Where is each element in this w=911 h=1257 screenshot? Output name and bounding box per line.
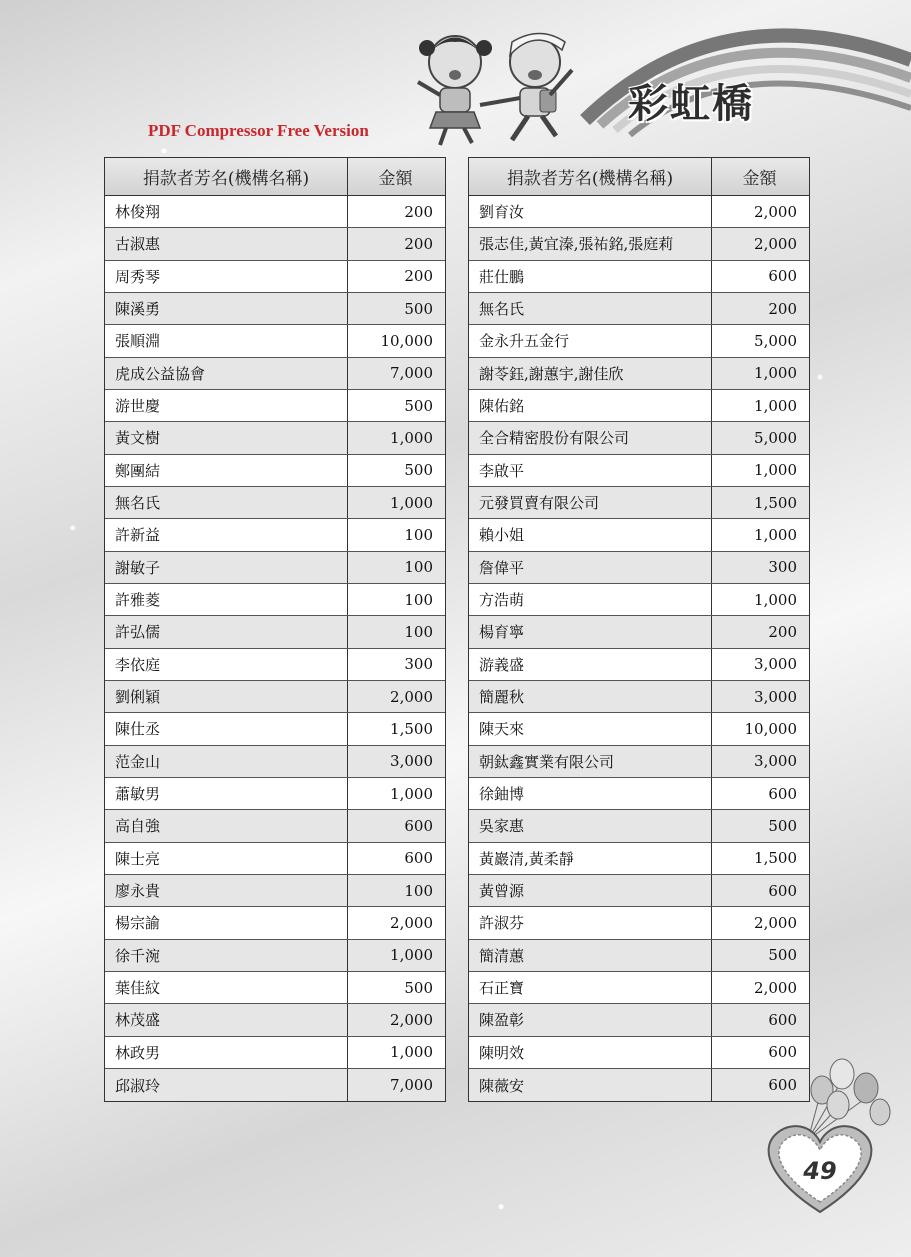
- donation-amount: 3,000: [754, 655, 797, 674]
- donation-amount: 7,000: [390, 1076, 433, 1095]
- donation-amount: 2,000: [390, 913, 433, 932]
- table-row: [469, 196, 809, 228]
- donation-amount: 600: [768, 881, 797, 900]
- table-row: [469, 422, 809, 454]
- donation-amount: 200: [768, 299, 797, 318]
- donor-name: 陳明效: [469, 1037, 712, 1068]
- donor-name: 黃曾源: [469, 875, 712, 906]
- donation-amount: 500: [404, 299, 433, 318]
- donor-name: 許雅菱: [105, 584, 348, 615]
- donation-amount: 2,000: [390, 687, 433, 706]
- table-row: [105, 422, 445, 454]
- donor-name: 謝苓鈺,謝蕙宇,謝佳欣: [469, 358, 712, 389]
- donation-amount: 1,000: [754, 590, 797, 609]
- donor-name: 楊育寧: [469, 616, 712, 647]
- donor-name: 高自強: [105, 810, 348, 841]
- table-row: [469, 487, 809, 519]
- donation-amount: 1,000: [390, 428, 433, 447]
- table-row: [105, 843, 445, 875]
- table-header-row: [469, 158, 809, 196]
- donation-amount: 200: [768, 622, 797, 641]
- donation-amount: 600: [768, 1076, 797, 1095]
- donor-name: 鄭團結: [105, 455, 348, 486]
- donor-name: 虎成公益協會: [105, 358, 348, 389]
- header-donor-name: 捐款者芳名(機構名稱): [469, 158, 712, 195]
- donation-amount: 500: [404, 396, 433, 415]
- donation-amount: 2,000: [754, 913, 797, 932]
- donation-amount: 200: [404, 202, 433, 221]
- donation-amount: 2,000: [390, 1010, 433, 1029]
- table-row: [105, 1069, 445, 1101]
- donor-name: 簡麗秋: [469, 681, 712, 712]
- donation-amount: 10,000: [380, 331, 433, 350]
- donor-name: 劉俐穎: [105, 681, 348, 712]
- donor-name: 范金山: [105, 746, 348, 777]
- table-row: [105, 455, 445, 487]
- table-row: [469, 875, 809, 907]
- table-row: [105, 584, 445, 616]
- table-header-row: [105, 158, 445, 196]
- table-row: [469, 810, 809, 842]
- table-row: [105, 713, 445, 745]
- page-number: 49: [803, 1157, 837, 1185]
- donor-name: 周秀琴: [105, 261, 348, 292]
- table-row: [105, 196, 445, 228]
- table-row: [105, 325, 445, 357]
- donor-name: 莊仕鵬: [469, 261, 712, 292]
- donor-name: 石正寶: [469, 972, 712, 1003]
- donor-name: 全合精密股份有限公司: [469, 422, 712, 453]
- donor-name: 詹偉平: [469, 552, 712, 583]
- donation-amount: 200: [404, 267, 433, 286]
- donation-amount: 3,000: [390, 752, 433, 771]
- children-running-icon: [418, 34, 572, 146]
- donation-amount: 200: [404, 234, 433, 253]
- donation-amount: 1,000: [754, 396, 797, 415]
- donation-amount: 1,000: [390, 1043, 433, 1062]
- table-row: [105, 778, 445, 810]
- donation-amount: 2,000: [754, 234, 797, 253]
- donation-amount: 1,000: [754, 525, 797, 544]
- donor-name: 林茂盛: [105, 1004, 348, 1035]
- table-body: [469, 196, 809, 1101]
- table-row: [105, 358, 445, 390]
- donor-name: 陳天來: [469, 713, 712, 744]
- donation-amount: 500: [768, 946, 797, 965]
- watermark-text: PDF Compressor Free Version: [148, 121, 369, 140]
- table-row: [105, 293, 445, 325]
- table-row: [469, 649, 809, 681]
- donor-name: 徐鈾博: [469, 778, 712, 809]
- donor-name: 朝鈦鑫實業有限公司: [469, 746, 712, 777]
- table-row: [469, 940, 809, 972]
- donation-amount: 100: [404, 881, 433, 900]
- table-row: [469, 681, 809, 713]
- table-row: [105, 940, 445, 972]
- donation-amount: 3,000: [754, 752, 797, 771]
- donation-amount: 100: [404, 525, 433, 544]
- donation-amount: 100: [404, 558, 433, 577]
- donation-amount: 1,000: [390, 784, 433, 803]
- donor-name: 無名氏: [469, 293, 712, 324]
- donation-amount: 2,000: [754, 978, 797, 997]
- donor-name: 許弘儒: [105, 616, 348, 647]
- table-row: [105, 746, 445, 778]
- donation-amount: 1,000: [390, 493, 433, 512]
- header-amount: 金額: [378, 169, 413, 189]
- donation-amount: 600: [404, 849, 433, 868]
- donation-amount: 600: [768, 1043, 797, 1062]
- table-row: [469, 390, 809, 422]
- donor-name: 徐千涴: [105, 940, 348, 971]
- donation-amount: 500: [404, 978, 433, 997]
- table-row: [105, 261, 445, 293]
- table-row: [469, 584, 809, 616]
- table-row: [469, 1004, 809, 1036]
- donation-amount: 1,500: [754, 849, 797, 868]
- table-row: [469, 519, 809, 551]
- donation-amount: 600: [768, 1010, 797, 1029]
- table-row: [105, 972, 445, 1004]
- donation-amount: 100: [404, 590, 433, 609]
- table-row: [469, 1069, 809, 1101]
- donor-name: 陳佑銘: [469, 390, 712, 421]
- donor-name: 張順淵: [105, 325, 348, 356]
- header-donor-name: 捐款者芳名(機構名稱): [105, 158, 348, 195]
- table-row: [105, 519, 445, 551]
- donation-amount: 300: [768, 558, 797, 577]
- donor-name: 古淑惠: [105, 228, 348, 259]
- donation-amount: 1,000: [390, 946, 433, 965]
- donor-name: 陳盈彰: [469, 1004, 712, 1035]
- donor-name: 林政男: [105, 1037, 348, 1068]
- table-row: [469, 293, 809, 325]
- section-title: 彩虹橋: [628, 80, 754, 127]
- table-row: [469, 843, 809, 875]
- donor-name: 游世慶: [105, 390, 348, 421]
- donor-name: 黃文樹: [105, 422, 348, 453]
- table-row: [105, 1004, 445, 1036]
- donor-name: 黃巖清,黃柔靜: [469, 843, 712, 874]
- table-row: [469, 972, 809, 1004]
- donor-name: 謝敏子: [105, 552, 348, 583]
- donation-amount: 600: [768, 267, 797, 286]
- donor-name: 許淑芬: [469, 907, 712, 938]
- donation-amount: 600: [404, 816, 433, 835]
- table-row: [469, 778, 809, 810]
- donor-name: 吳家惠: [469, 810, 712, 841]
- donation-amount: 1,500: [390, 719, 433, 738]
- donation-amount: 10,000: [744, 719, 797, 738]
- donor-name: 李依庭: [105, 649, 348, 680]
- donor-table-right: [468, 157, 810, 1102]
- table-row: [105, 681, 445, 713]
- donor-name: 劉育汝: [469, 196, 712, 227]
- donor-name: 廖永貴: [105, 875, 348, 906]
- donation-amount: 2,000: [754, 202, 797, 221]
- donor-name: 陳溪勇: [105, 293, 348, 324]
- table-row: [469, 228, 809, 260]
- donor-name: 林俊翔: [105, 196, 348, 227]
- donation-amount: 3,000: [754, 687, 797, 706]
- table-row: [469, 261, 809, 293]
- donation-amount: 600: [768, 784, 797, 803]
- table-row: [469, 358, 809, 390]
- donor-name: 元發買賣有限公司: [469, 487, 712, 518]
- donor-name: 陳士亮: [105, 843, 348, 874]
- table-row: [469, 455, 809, 487]
- table-row: [105, 616, 445, 648]
- table-row: [469, 713, 809, 745]
- donation-amount: 5,000: [754, 331, 797, 350]
- donor-name: 李啟平: [469, 455, 712, 486]
- donor-name: 賴小姐: [469, 519, 712, 550]
- donation-amount: 500: [404, 461, 433, 480]
- donor-name: 葉佳紋: [105, 972, 348, 1003]
- table-row: [105, 875, 445, 907]
- donor-name: 方浩萌: [469, 584, 712, 615]
- donation-amount: 5,000: [754, 428, 797, 447]
- donation-amount: 1,000: [754, 461, 797, 480]
- table-row: [105, 810, 445, 842]
- donation-amount: 7,000: [390, 364, 433, 383]
- table-row: [469, 907, 809, 939]
- donor-name: 許新益: [105, 519, 348, 550]
- table-body: [105, 196, 445, 1101]
- donor-name: 簡清蕙: [469, 940, 712, 971]
- donation-amount: 1,000: [754, 364, 797, 383]
- donor-name: 張志佳,黃宜溱,張祐銘,張庭莉: [469, 228, 712, 259]
- table-row: [469, 1037, 809, 1069]
- table-row: [105, 649, 445, 681]
- donation-amount: 1,500: [754, 493, 797, 512]
- header-amount: 金額: [742, 169, 777, 189]
- table-row: [105, 907, 445, 939]
- table-row: [105, 390, 445, 422]
- table-row: [105, 228, 445, 260]
- table-row: [469, 552, 809, 584]
- donor-name: 蕭敏男: [105, 778, 348, 809]
- table-row: [469, 746, 809, 778]
- table-row: [105, 1037, 445, 1069]
- table-row: [469, 616, 809, 648]
- donation-amount: 100: [404, 622, 433, 641]
- donor-name: 游義盛: [469, 649, 712, 680]
- table-row: [105, 487, 445, 519]
- donor-name: 陳薇安: [469, 1069, 712, 1101]
- donor-name: 陳仕丞: [105, 713, 348, 744]
- donor-name: 邱淑玲: [105, 1069, 348, 1101]
- donation-amount: 300: [404, 655, 433, 674]
- table-row: [105, 552, 445, 584]
- donor-name: 金永升五金行: [469, 325, 712, 356]
- donor-table-left: [104, 157, 446, 1102]
- donor-name: 楊宗諭: [105, 907, 348, 938]
- donor-name: 無名氏: [105, 487, 348, 518]
- table-row: [469, 325, 809, 357]
- donation-amount: 500: [768, 816, 797, 835]
